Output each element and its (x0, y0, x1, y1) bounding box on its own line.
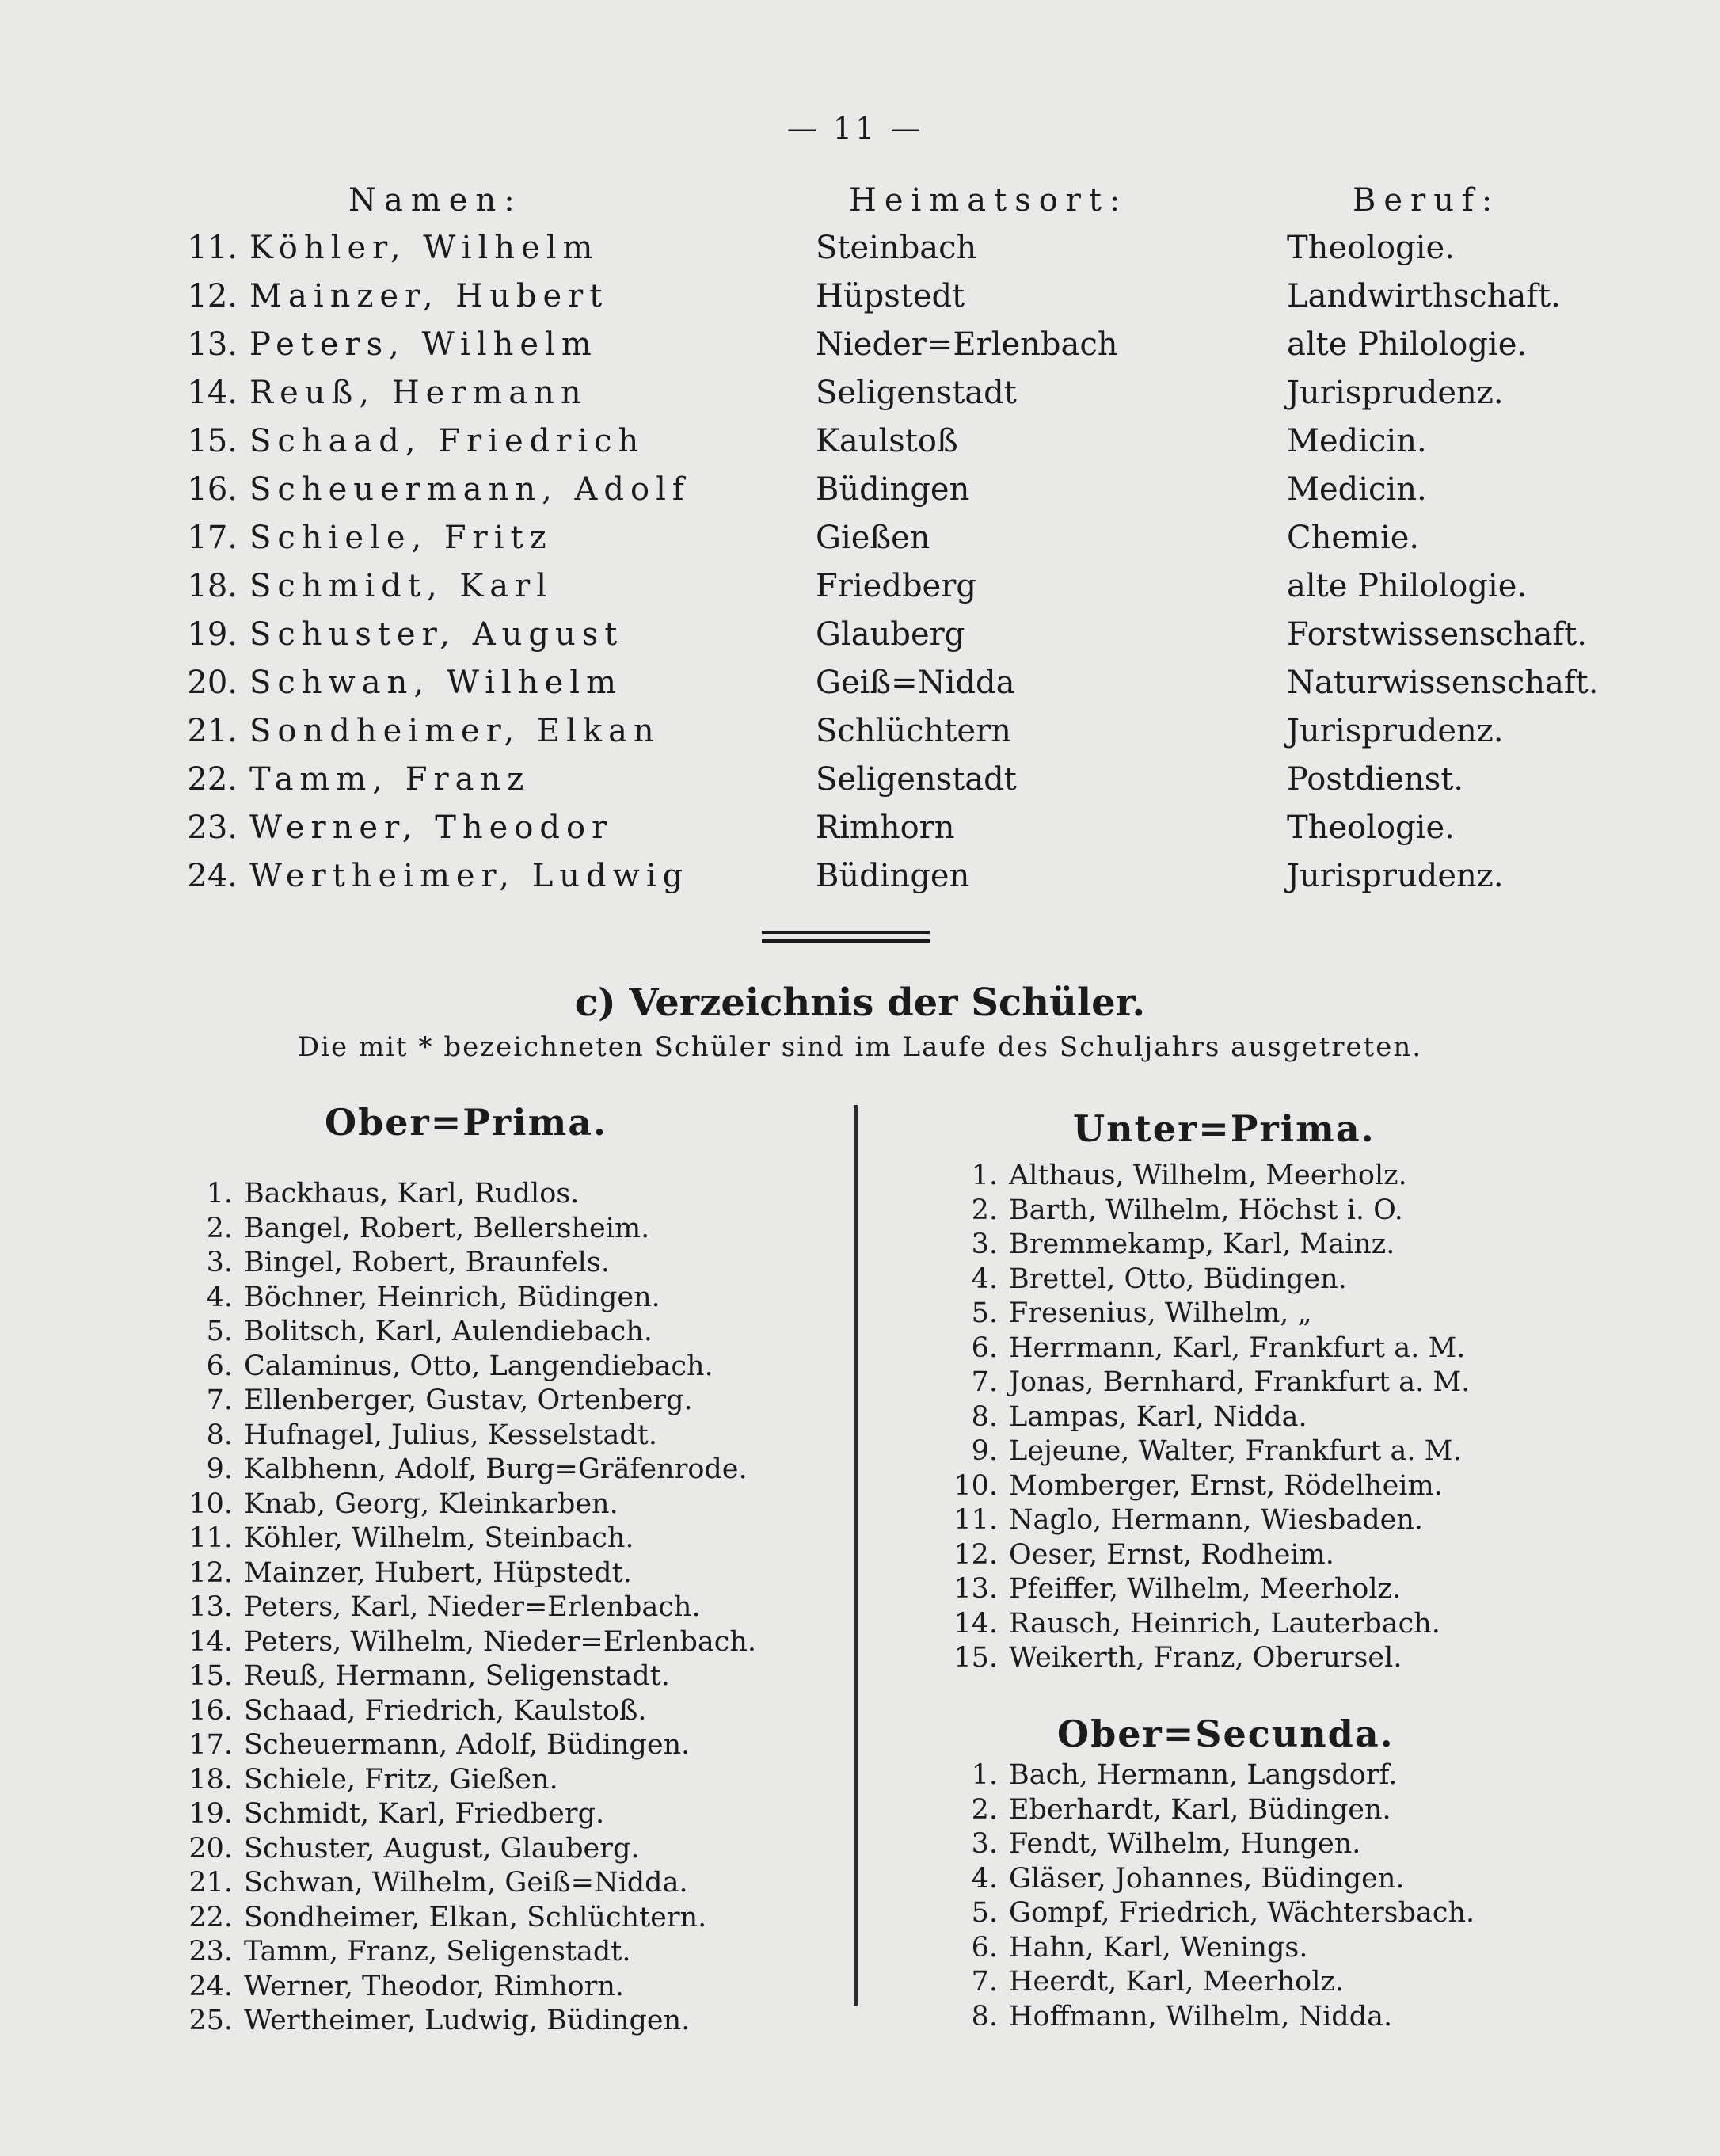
student-row (941, 1572, 1470, 1607)
student-entry: Althaus, Wilhelm, Meerholz. (1009, 1160, 1407, 1191)
student-entry: Pfeiffer, Wilhelm, Meerholz. (1009, 1573, 1402, 1605)
graduate-name: Schmidt, Karl (249, 568, 554, 604)
student-row (176, 1246, 756, 1281)
student-row (941, 1194, 1470, 1228)
student-number: 9. (971, 1435, 998, 1467)
student-number: 4. (971, 1862, 998, 1895)
student-row (941, 1896, 1475, 1931)
student-row (176, 1453, 756, 1487)
student-number: 12. (188, 1556, 233, 1589)
student-number: 13. (188, 1591, 233, 1623)
student-number: 6. (971, 1931, 998, 1964)
graduate-home: Seligenstadt (816, 375, 1017, 411)
student-row (941, 1331, 1470, 1366)
student-entry: Hahn, Karl, Wenings. (1009, 1931, 1308, 1964)
section-note: Die mit * bezeichneten Schüler sind im Laufe des Schuljahrs ausgetreten. (297, 1031, 1423, 1063)
student-row (176, 1522, 756, 1556)
student-number: 23. (188, 1936, 233, 1967)
student-number: 2. (971, 1793, 998, 1826)
student-row (941, 1263, 1470, 1297)
section-title: c) Verzeichnis der Schüler. (574, 981, 1146, 1025)
graduate-number: 23. (187, 809, 238, 846)
student-entry: Bolitsch, Karl, Aulendiebach. (244, 1316, 653, 1347)
graduate-row (182, 417, 1552, 466)
graduate-home: Glauberg (816, 616, 965, 653)
graduate-profession: Jurisprudenz. (1287, 858, 1504, 894)
student-entry: Schiele, Fritz, Gießen. (244, 1763, 558, 1796)
student-entry: Lejeune, Walter, Frankfurt a. M. (1009, 1435, 1462, 1467)
graduate-profession: Forstwissenschaft. (1287, 616, 1588, 653)
student-entry: Oeser, Ernst, Rodheim. (1009, 1538, 1334, 1571)
student-entry: Peters, Wilhelm, Nieder=Erlenbach. (244, 1625, 757, 1658)
graduate-home: Friedberg (816, 568, 976, 604)
student-entry: Mainzer, Hubert, Hüpstedt. (244, 1556, 632, 1589)
graduate-home: Büdingen (816, 471, 970, 508)
graduate-row (182, 659, 1599, 707)
student-entry: Scheuermann, Adolf, Büdingen. (244, 1729, 691, 1761)
graduate-number: 11. (187, 230, 238, 266)
student-number: 3. (206, 1247, 233, 1278)
graduate-row (182, 369, 1552, 417)
student-row (176, 1419, 756, 1453)
ober-secunda-list (941, 1758, 1475, 2034)
student-entry: Fendt, Wilhelm, Hungen. (1009, 1828, 1361, 1860)
student-entry: Böchner, Heinrich, Büdingen. (244, 1281, 660, 1313)
student-entry: Bangel, Robert, Bellersheim. (244, 1212, 650, 1244)
student-number: 10. (188, 1487, 233, 1520)
student-entry: Barth, Wilhelm, Höchst i. O. (1009, 1194, 1403, 1226)
student-entry: Backhaus, Karl, Rudlos. (244, 1178, 580, 1209)
student-row (176, 1177, 756, 1212)
student-entry: Herrmann, Karl, Frankfurt a. M. (1009, 1331, 1466, 1364)
graduate-row (182, 514, 1552, 562)
student-number: 13. (953, 1573, 998, 1605)
graduate-number: 13. (187, 326, 238, 363)
student-number: 10. (953, 1469, 998, 1502)
student-entry: Hufnagel, Julius, Kesselstadt. (244, 1419, 657, 1451)
student-entry: Heerdt, Karl, Meerholz. (1009, 1966, 1344, 1998)
graduate-name: Werner, Theodor (249, 809, 614, 846)
student-row (941, 1434, 1470, 1469)
student-entry: Knab, Georg, Kleinkarben. (244, 1487, 618, 1520)
graduate-profession: Medicin. (1287, 471, 1427, 508)
graduate-home: Schlüchtern (816, 713, 1011, 749)
unter-prima-title: Unter=Prima. (1073, 1107, 1376, 1150)
student-row (941, 1297, 1470, 1331)
student-entry: Kalbhenn, Adolf, Burg=Gräfenrode. (244, 1453, 748, 1485)
student-row (176, 1659, 756, 1694)
student-row (176, 1556, 756, 1591)
student-number: 6. (206, 1350, 233, 1382)
student-row (176, 1212, 756, 1247)
graduate-name: Reuß, Hermann (249, 375, 588, 411)
student-row (941, 1400, 1470, 1435)
graduate-profession: Jurisprudenz. (1287, 713, 1504, 749)
student-row (941, 1607, 1470, 1642)
graduate-name: Scheuermann, Adolf (249, 471, 691, 508)
student-number: 24. (188, 1970, 233, 2002)
graduate-number: 18. (187, 568, 238, 604)
ober-prima-list (176, 1177, 756, 2039)
student-entry: Schwan, Wilhelm, Geiß=Nidda. (244, 1867, 688, 1899)
student-row (941, 1862, 1475, 1897)
student-row (176, 1350, 756, 1385)
student-row (176, 2004, 756, 2039)
student-number: 2. (206, 1212, 233, 1244)
graduate-number: 22. (187, 761, 238, 798)
graduate-number: 15. (187, 423, 238, 459)
student-number: 3. (971, 1228, 998, 1260)
graduate-profession: Theologie. (1287, 809, 1455, 846)
student-entry: Brettel, Otto, Büdingen. (1009, 1263, 1347, 1295)
student-number: 8. (971, 2000, 998, 2032)
student-row (941, 1503, 1470, 1538)
student-number: 15. (953, 1642, 998, 1674)
graduate-name: Köhler, Wilhelm (249, 230, 599, 266)
graduate-name: Schwan, Wilhelm (249, 665, 622, 701)
student-row (176, 1384, 756, 1419)
student-entry: Hoffmann, Wilhelm, Nidda. (1009, 2000, 1393, 2032)
graduate-number: 12. (187, 278, 238, 314)
graduate-name: Schuster, August (249, 616, 624, 653)
graduate-home: Gießen (816, 520, 930, 556)
graduate-row (182, 852, 1552, 901)
student-number: 17. (188, 1729, 233, 1761)
student-number: 19. (188, 1798, 233, 1830)
graduate-profession: Theologie. (1287, 230, 1455, 266)
graduate-row (182, 321, 1552, 369)
student-row (941, 1469, 1470, 1504)
student-number: 14. (188, 1625, 233, 1658)
student-row (176, 1281, 756, 1316)
student-number: 4. (971, 1263, 998, 1295)
graduates-table (182, 224, 1599, 901)
graduate-name: Sondheimer, Elkan (249, 713, 660, 749)
graduate-row (182, 707, 1552, 756)
student-number: 18. (188, 1763, 233, 1796)
student-entry: Köhler, Wilhelm, Steinbach. (244, 1522, 634, 1554)
student-number: 5. (971, 1897, 998, 1929)
student-row (941, 1538, 1470, 1573)
student-number: 3. (971, 1828, 998, 1860)
student-number: 25. (188, 2005, 233, 2036)
graduate-profession: Landwirthschaft. (1287, 278, 1561, 314)
student-entry: Bremmekamp, Karl, Mainz. (1009, 1228, 1395, 1260)
student-number: 6. (971, 1331, 998, 1364)
graduate-profession: Jurisprudenz. (1287, 375, 1504, 411)
student-number: 1. (206, 1178, 233, 1209)
student-entry: Werner, Theodor, Rimhorn. (244, 1970, 624, 2002)
header-profession: Beruf: (1353, 182, 1501, 219)
student-number: 5. (206, 1316, 233, 1347)
student-number: 7. (971, 1966, 998, 1998)
student-number: 7. (971, 1366, 998, 1398)
graduate-name: Peters, Wilhelm (249, 326, 598, 363)
student-entry: Gompf, Friedrich, Wächtersbach. (1009, 1897, 1475, 1929)
section-divider-bottom (762, 939, 930, 943)
graduate-row (182, 804, 1552, 852)
ober-secunda-title: Ober=Secunda. (1057, 1712, 1395, 1755)
graduate-profession: Postdienst. (1287, 761, 1464, 798)
student-row (176, 1763, 756, 1798)
graduate-name: Tamm, Franz (249, 761, 531, 798)
student-row (941, 1758, 1475, 1793)
student-number: 8. (206, 1419, 233, 1451)
student-number: 7. (206, 1385, 233, 1416)
graduate-name: Schaad, Friedrich (249, 423, 645, 459)
unter-prima-list (941, 1159, 1470, 1676)
graduate-name: Mainzer, Hubert (249, 278, 609, 314)
student-number: 11. (953, 1504, 998, 1536)
student-row (941, 1965, 1475, 2000)
graduate-home: Geiß=Nidda (816, 665, 1015, 701)
student-number: 2. (971, 1194, 998, 1226)
student-number: 1. (971, 1759, 998, 1791)
student-entry: Wertheimer, Ludwig, Büdingen. (244, 2005, 691, 2036)
student-row (941, 1931, 1475, 1966)
student-number: 22. (188, 1901, 233, 1933)
student-number: 20. (188, 1832, 233, 1865)
graduate-number: 17. (187, 520, 238, 556)
student-number: 4. (206, 1281, 233, 1313)
graduate-profession: Chemie. (1287, 520, 1420, 556)
graduate-number: 19. (187, 616, 238, 653)
student-entry: Reuß, Hermann, Seligenstadt. (244, 1660, 670, 1692)
graduate-profession: alte Philologie. (1287, 568, 1528, 604)
graduate-name: Wertheimer, Ludwig (249, 858, 690, 894)
student-row (176, 1590, 756, 1625)
graduate-row (182, 272, 1561, 321)
student-row (941, 1793, 1475, 1828)
student-row (941, 1641, 1470, 1676)
ober-prima-title: Ober=Prima. (325, 1101, 608, 1144)
graduate-name: Schiele, Fritz (249, 520, 553, 556)
student-row (176, 1832, 756, 1867)
student-number: 14. (953, 1607, 998, 1640)
student-row (941, 2000, 1475, 2035)
graduate-row (182, 611, 1588, 659)
header-home: Heimatsort: (849, 182, 1128, 219)
graduate-home: Hüpstedt (816, 278, 965, 314)
student-entry: Naglo, Hermann, Wiesbaden. (1009, 1504, 1424, 1536)
student-row (176, 1797, 756, 1832)
graduate-profession: alte Philologie. (1287, 326, 1528, 363)
student-row (176, 1935, 756, 1970)
graduate-number: 24. (187, 858, 238, 894)
graduate-row (182, 224, 1552, 272)
graduate-profession: Medicin. (1287, 423, 1427, 459)
graduate-number: 14. (187, 375, 238, 411)
graduate-number: 20. (187, 665, 238, 701)
student-row (176, 1625, 756, 1660)
student-row (176, 1694, 756, 1729)
student-row (176, 1315, 756, 1350)
page-number: — 11 — (786, 111, 924, 146)
student-row (941, 1228, 1470, 1263)
section-divider-top (762, 931, 930, 934)
student-entry: Eberhardt, Karl, Büdingen. (1009, 1793, 1391, 1826)
student-row (176, 1970, 756, 2005)
student-number: 9. (206, 1453, 233, 1485)
graduate-home: Seligenstadt (816, 761, 1017, 798)
graduate-home: Büdingen (816, 858, 970, 894)
student-entry: Schmidt, Karl, Friedberg. (244, 1798, 605, 1830)
student-entry: Lampas, Karl, Nidda. (1009, 1400, 1307, 1433)
graduate-row (182, 756, 1552, 804)
student-entry: Schuster, August, Glauberg. (244, 1832, 640, 1865)
student-entry: Bach, Hermann, Langsdorf. (1009, 1759, 1398, 1791)
student-entry: Fresenius, Wilhelm, „ (1009, 1297, 1312, 1329)
student-row (176, 1866, 756, 1901)
graduate-row (182, 562, 1552, 611)
student-row (176, 1487, 756, 1522)
student-entry: Weikerth, Franz, Oberursel. (1009, 1642, 1402, 1674)
student-entry: Sondheimer, Elkan, Schlüchtern. (244, 1901, 707, 1933)
student-entry: Calaminus, Otto, Langendiebach. (244, 1350, 713, 1382)
graduate-home: Steinbach (816, 230, 977, 266)
student-number: 1. (971, 1160, 998, 1191)
graduate-home: Nieder=Erlenbach (816, 326, 1118, 363)
student-number: 16. (188, 1694, 233, 1727)
graduate-number: 21. (187, 713, 238, 749)
graduate-row (182, 466, 1552, 514)
student-number: 21. (188, 1867, 233, 1899)
graduate-number: 16. (187, 471, 238, 508)
student-entry: Schaad, Friedrich, Kaulstoß. (244, 1694, 647, 1727)
student-number: 12. (953, 1538, 998, 1571)
student-row (176, 1728, 756, 1763)
student-number: 11. (188, 1522, 233, 1554)
student-entry: Tamm, Franz, Seligenstadt. (244, 1936, 631, 1967)
student-row (941, 1827, 1475, 1862)
student-row (941, 1159, 1470, 1194)
student-entry: Ellenberger, Gustav, Ortenberg. (244, 1385, 693, 1416)
student-number: 5. (971, 1297, 998, 1329)
student-entry: Momberger, Ernst, Rödelheim. (1009, 1469, 1443, 1502)
header-name: Namen: (348, 182, 523, 219)
student-entry: Jonas, Bernhard, Frankfurt a. M. (1009, 1366, 1471, 1398)
graduate-home: Kaulstoß (816, 423, 958, 459)
student-number: 15. (188, 1660, 233, 1692)
student-entry: Gläser, Johannes, Büdingen. (1009, 1862, 1405, 1895)
graduate-profession: Naturwissenschaft. (1287, 665, 1599, 701)
student-row (941, 1366, 1470, 1400)
graduate-home: Rimhorn (816, 809, 955, 846)
column-divider (854, 1105, 858, 2006)
student-entry: Rausch, Heinrich, Lauterbach. (1009, 1607, 1440, 1640)
student-entry: Peters, Karl, Nieder=Erlenbach. (244, 1591, 701, 1623)
student-number: 8. (971, 1400, 998, 1433)
student-entry: Bingel, Robert, Braunfels. (244, 1247, 610, 1278)
student-row (176, 1901, 756, 1936)
